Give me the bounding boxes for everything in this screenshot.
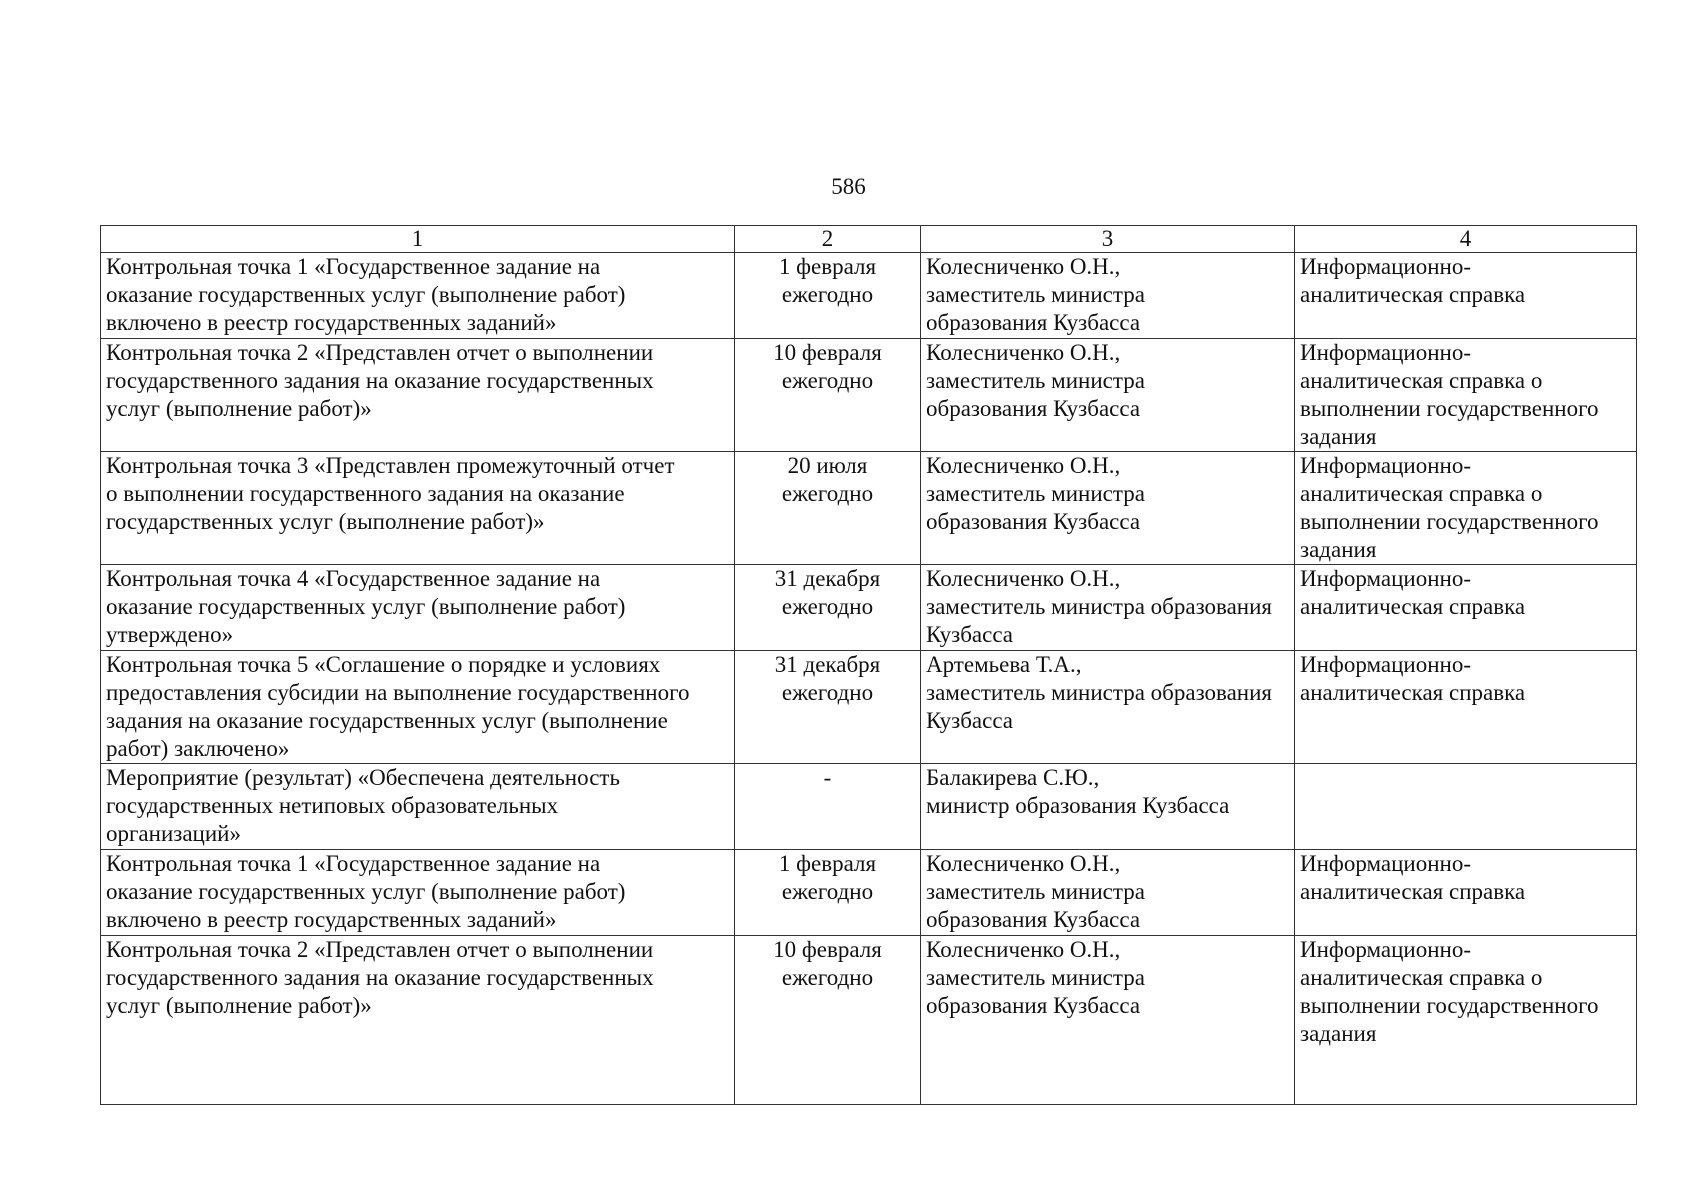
document-text: Информационно- аналитическая справка	[1300, 254, 1526, 307]
date-cell	[735, 764, 921, 850]
event-cell	[101, 339, 735, 452]
document-cell	[1295, 339, 1637, 452]
event-text: Контрольная точка 1 «Государственное задание на оказание государственных услуг (выполнение работ) включено в реестр государственных заданий»	[106, 254, 626, 335]
column-header-4: 4	[1295, 226, 1637, 253]
responsible-text: Колесниченко О.Н., заместитель министра образования Кузбасса	[926, 254, 1145, 335]
table-row	[101, 452, 1637, 565]
document-cell	[1295, 850, 1637, 936]
document-text: Информационно- аналитическая справка	[1300, 652, 1526, 705]
responsible-text: Балакирева С.Ю., министр образования Кузбасса	[926, 765, 1230, 818]
responsible-cell	[921, 850, 1295, 936]
table-row	[101, 936, 1637, 1105]
event-cell	[101, 764, 735, 850]
table-row	[101, 764, 1637, 850]
table-header-row	[101, 226, 1637, 253]
document-cell	[1295, 764, 1637, 850]
date-cell	[735, 565, 921, 651]
column-header-2: 2	[735, 226, 921, 253]
document-cell	[1295, 565, 1637, 651]
page-number: 586	[831, 174, 866, 199]
date-cell	[735, 651, 921, 764]
responsible-text: Колесниченко О.Н., заместитель министра образования Кузбасса	[926, 937, 1145, 1018]
date-text: 31 декабря ежегодно	[774, 566, 881, 619]
event-text: Контрольная точка 3 «Представлен промежуточный отчет о выполнении государственного задания на оказание государственных услуг (выполнение работ)»	[106, 453, 675, 534]
date-text: 31 декабря ежегодно	[774, 652, 881, 705]
date-cell	[735, 253, 921, 339]
document-text: Информационно- аналитическая справка о выполнении государственного задания	[1300, 340, 1599, 449]
document-cell	[1295, 651, 1637, 764]
document-cell	[1295, 936, 1637, 1105]
date-cell	[735, 339, 921, 452]
date-text: 1 февраля ежегодно	[778, 851, 877, 904]
responsible-cell	[921, 452, 1295, 565]
table-row	[101, 850, 1637, 936]
document-text: Информационно- аналитическая справка о выполнении государственного задания	[1300, 453, 1599, 562]
event-cell	[101, 565, 735, 651]
table-row	[101, 253, 1637, 339]
responsible-text: Колесниченко О.Н., заместитель министра образования Кузбасса	[926, 453, 1145, 534]
date-cell	[735, 850, 921, 936]
column-header-1: 1	[101, 226, 735, 253]
event-text: Мероприятие (результат) «Обеспечена деятельность государственных нетиповых образовательных организаций»	[106, 765, 620, 846]
event-text: Контрольная точка 4 «Государственное задание на оказание государственных услуг (выполнение работ) утверждено»	[106, 566, 626, 647]
responsible-cell	[921, 936, 1295, 1105]
responsible-cell	[921, 339, 1295, 452]
responsible-cell	[921, 565, 1295, 651]
responsible-text: Колесниченко О.Н., заместитель министра образования Кузбасса	[926, 340, 1145, 421]
document-cell	[1295, 253, 1637, 339]
date-text: 10 февраля ежегодно	[773, 937, 882, 990]
date-cell	[735, 936, 921, 1105]
responsible-cell	[921, 764, 1295, 850]
document-text: Информационно- аналитическая справка о выполнении государственного задания	[1300, 937, 1599, 1046]
event-cell	[101, 850, 735, 936]
document-text: Информационно- аналитическая справка	[1300, 566, 1526, 619]
responsible-cell	[921, 253, 1295, 339]
document-cell	[1295, 452, 1637, 565]
column-header-3: 3	[921, 226, 1295, 253]
date-text: -	[823, 765, 832, 790]
responsible-text: Колесниченко О.Н., заместитель министра образования Кузбасса	[926, 566, 1272, 647]
event-text: Контрольная точка 2 «Представлен отчет о выполнении государственного задания на оказание государственных услуг (выполнение работ)»	[106, 937, 654, 1018]
responsible-cell	[921, 651, 1295, 764]
date-cell	[735, 452, 921, 565]
table-row	[101, 339, 1637, 452]
event-cell	[101, 651, 735, 764]
responsible-text: Артемьева Т.А., заместитель министра образования Кузбасса	[926, 652, 1272, 733]
plan-table	[100, 225, 1637, 1105]
document-text: Информационно- аналитическая справка	[1300, 851, 1526, 904]
event-cell	[101, 452, 735, 565]
event-text: Контрольная точка 1 «Государственное задание на оказание государственных услуг (выполнение работ) включено в реестр государственных заданий»	[106, 851, 626, 932]
event-text: Контрольная точка 5 «Соглашение о порядке и условиях предоставления субсидии на выполнение государственного задания на оказание государственных услуг (выполнение работ) заключено»	[106, 652, 690, 761]
date-text: 1 февраля ежегодно	[778, 254, 877, 307]
table-row	[101, 651, 1637, 764]
table-row	[101, 565, 1637, 651]
date-text: 20 июля ежегодно	[781, 453, 874, 506]
event-cell	[101, 936, 735, 1105]
responsible-text: Колесниченко О.Н., заместитель министра образования Кузбасса	[926, 851, 1145, 932]
event-cell	[101, 253, 735, 339]
date-text: 10 февраля ежегодно	[773, 340, 882, 393]
event-text: Контрольная точка 2 «Представлен отчет о выполнении государственного задания на оказание государственных услуг (выполнение работ)»	[106, 340, 654, 421]
